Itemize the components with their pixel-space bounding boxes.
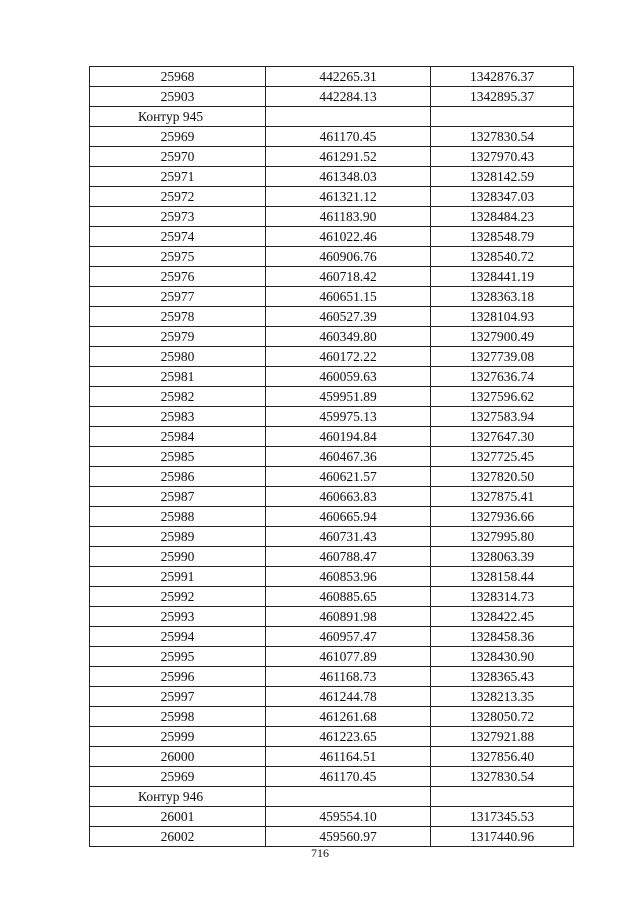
x-coordinate-cell: 460527.39 [266,307,431,327]
table-row [90,347,574,367]
x-coordinate-cell: 460651.15 [266,287,431,307]
y-coordinate-cell: 1328063.39 [431,547,574,567]
y-coordinate-cell: 1327936.66 [431,507,574,527]
x-coordinate-cell: 460718.42 [266,267,431,287]
y-coordinate-cell: 1328484.23 [431,207,574,227]
x-coordinate-cell: 460788.47 [266,547,431,567]
y-coordinate-cell: 1328430.90 [431,647,574,667]
table-row [90,647,574,667]
x-coordinate-cell: 460059.63 [266,367,431,387]
point-id-cell: 25982 [90,387,266,407]
table-row [90,567,574,587]
y-coordinate-cell: 1327583.94 [431,407,574,427]
x-coordinate-cell: 460731.43 [266,527,431,547]
x-coordinate-cell: 459951.89 [266,387,431,407]
x-coordinate-cell: 461223.65 [266,727,431,747]
table-row [90,487,574,507]
x-coordinate-cell: 461244.78 [266,687,431,707]
table-row [90,727,574,747]
y-coordinate-cell: 1328314.73 [431,587,574,607]
y-coordinate-cell: 1328050.72 [431,707,574,727]
x-coordinate-cell: 460957.47 [266,627,431,647]
y-coordinate-cell: 1327830.54 [431,767,574,787]
table-row [90,607,574,627]
point-id-cell: 25976 [90,267,266,287]
y-coordinate-cell: 1327995.80 [431,527,574,547]
table-row [90,127,574,147]
y-coordinate-cell: 1327820.50 [431,467,574,487]
y-coordinate-cell: 1327647.30 [431,427,574,447]
y-coordinate-cell: 1328142.59 [431,167,574,187]
x-coordinate-cell: 442284.13 [266,87,431,107]
table-row [90,507,574,527]
point-id-cell: 25984 [90,427,266,447]
point-id-cell: 25987 [90,487,266,507]
x-coordinate-cell: 461261.68 [266,707,431,727]
x-coordinate-cell: 461168.73 [266,667,431,687]
x-coordinate-cell: 460621.57 [266,467,431,487]
table-row [90,287,574,307]
point-id-cell: 26001 [90,807,266,827]
point-id-cell: 25996 [90,667,266,687]
x-coordinate-cell: 460906.76 [266,247,431,267]
point-id-cell: 25973 [90,207,266,227]
table-row [90,587,574,607]
y-coordinate-cell: 1328347.03 [431,187,574,207]
table-row [90,467,574,487]
table-row [90,427,574,447]
contour-label: Контур 945 [90,107,266,127]
table-row [90,87,574,107]
table-row [90,447,574,467]
point-id-cell: 25983 [90,407,266,427]
point-id-cell: 25998 [90,707,266,727]
point-id-cell: 25979 [90,327,266,347]
point-id-cell: 25991 [90,567,266,587]
y-coordinate-cell: 1328441.19 [431,267,574,287]
x-coordinate-cell: 461321.12 [266,187,431,207]
point-id-cell: 25972 [90,187,266,207]
x-coordinate-cell: 460663.83 [266,487,431,507]
y-coordinate-cell: 1328365.43 [431,667,574,687]
table-row [90,547,574,567]
x-coordinate-cell: 460194.84 [266,427,431,447]
table-row [90,687,574,707]
x-coordinate-cell: 461170.45 [266,767,431,787]
point-id-cell: 25986 [90,467,266,487]
point-id-cell: 25985 [90,447,266,467]
point-id-cell: 26002 [90,827,266,847]
point-id-cell: 25977 [90,287,266,307]
y-coordinate-cell: 1327856.40 [431,747,574,767]
table-row [90,67,574,87]
contour-label: Контур 946 [90,787,266,807]
y-coordinate-cell: 1328458.36 [431,627,574,647]
page-number: 716 [311,846,329,860]
point-id-cell: 25971 [90,167,266,187]
point-id-cell: 26000 [90,747,266,767]
y-coordinate-cell: 1342895.37 [431,87,574,107]
x-coordinate-cell: 459554.10 [266,807,431,827]
table-row [90,387,574,407]
point-id-cell: 25981 [90,367,266,387]
table-body [90,67,574,847]
x-coordinate-cell: 442265.31 [266,67,431,87]
table-row [90,407,574,427]
y-coordinate-cell: 1317345.53 [431,807,574,827]
point-id-cell: 25997 [90,687,266,707]
x-coordinate-cell: 459975.13 [266,407,431,427]
table-row [90,207,574,227]
point-id-cell: 25999 [90,727,266,747]
empty-cell [431,107,574,127]
table-row [90,767,574,787]
point-id-cell: 25974 [90,227,266,247]
point-id-cell: 25988 [90,507,266,527]
y-coordinate-cell: 1328422.45 [431,607,574,627]
y-coordinate-cell: 1327596.62 [431,387,574,407]
y-coordinate-cell: 1342876.37 [431,67,574,87]
table-row [90,527,574,547]
x-coordinate-cell: 460172.22 [266,347,431,367]
table-row [90,327,574,347]
x-coordinate-cell: 461022.46 [266,227,431,247]
empty-cell [266,787,431,807]
x-coordinate-cell: 461170.45 [266,127,431,147]
y-coordinate-cell: 1327636.74 [431,367,574,387]
table-row [90,267,574,287]
y-coordinate-cell: 1327725.45 [431,447,574,467]
y-coordinate-cell: 1328213.35 [431,687,574,707]
point-id-cell: 25993 [90,607,266,627]
table-row [90,247,574,267]
y-coordinate-cell: 1327875.41 [431,487,574,507]
table-row [90,147,574,167]
table-row [90,807,574,827]
point-id-cell: 25968 [90,67,266,87]
y-coordinate-cell: 1328158.44 [431,567,574,587]
y-coordinate-cell: 1327739.08 [431,347,574,367]
table-row [90,827,574,847]
table-row [90,187,574,207]
point-id-cell: 25978 [90,307,266,327]
point-id-cell: 25903 [90,87,266,107]
x-coordinate-cell: 460891.98 [266,607,431,627]
x-coordinate-cell: 461183.90 [266,207,431,227]
x-coordinate-cell: 461291.52 [266,147,431,167]
table-row [90,747,574,767]
table-row [90,367,574,387]
point-id-cell: 25975 [90,247,266,267]
y-coordinate-cell: 1328548.79 [431,227,574,247]
point-id-cell: 25980 [90,347,266,367]
y-coordinate-cell: 1328363.18 [431,287,574,307]
table-row [90,307,574,327]
empty-cell [431,787,574,807]
table-row [90,667,574,687]
table-row [90,167,574,187]
table-row [90,627,574,647]
x-coordinate-cell: 460467.36 [266,447,431,467]
y-coordinate-cell: 1327900.49 [431,327,574,347]
x-coordinate-cell: 460853.96 [266,567,431,587]
table-row [90,227,574,247]
x-coordinate-cell: 461077.89 [266,647,431,667]
y-coordinate-cell: 1327830.54 [431,127,574,147]
x-coordinate-cell: 460349.80 [266,327,431,347]
table-row [90,707,574,727]
contour-row [90,107,574,127]
x-coordinate-cell: 460665.94 [266,507,431,527]
x-coordinate-cell: 460885.65 [266,587,431,607]
coordinates-table [89,66,574,847]
y-coordinate-cell: 1328540.72 [431,247,574,267]
y-coordinate-cell: 1327970.43 [431,147,574,167]
point-id-cell: 25995 [90,647,266,667]
x-coordinate-cell: 461348.03 [266,167,431,187]
y-coordinate-cell: 1317440.96 [431,827,574,847]
y-coordinate-cell: 1327921.88 [431,727,574,747]
y-coordinate-cell: 1328104.93 [431,307,574,327]
point-id-cell: 25969 [90,767,266,787]
point-id-cell: 25970 [90,147,266,167]
point-id-cell: 25992 [90,587,266,607]
point-id-cell: 25990 [90,547,266,567]
point-id-cell: 25994 [90,627,266,647]
x-coordinate-cell: 461164.51 [266,747,431,767]
contour-row [90,787,574,807]
empty-cell [266,107,431,127]
x-coordinate-cell: 459560.97 [266,827,431,847]
point-id-cell: 25989 [90,527,266,547]
point-id-cell: 25969 [90,127,266,147]
